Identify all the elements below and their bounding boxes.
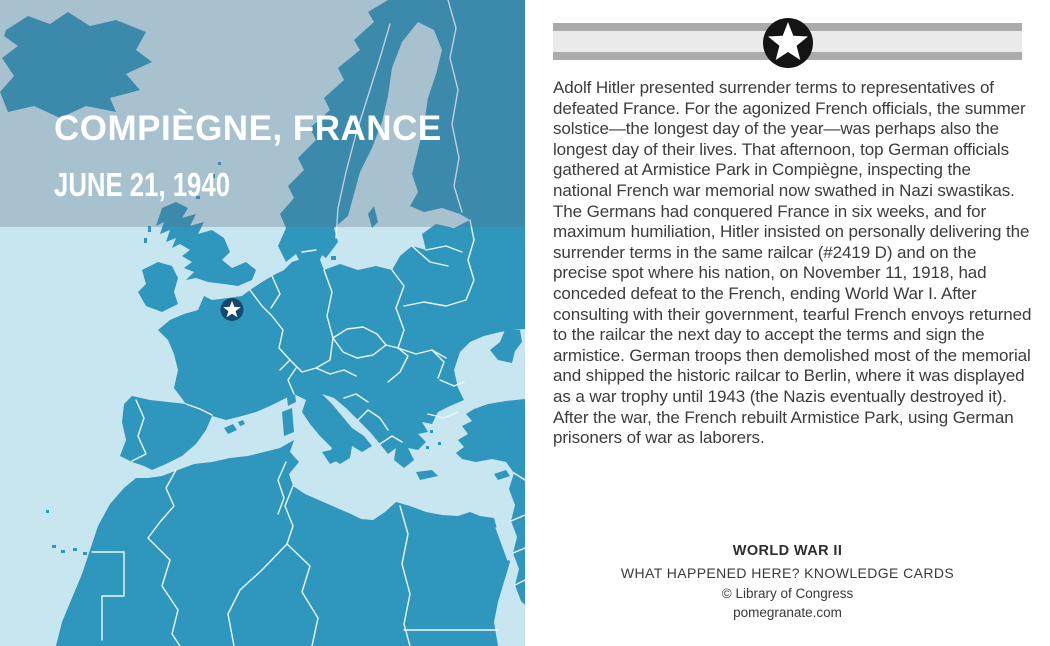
map-title-block: [54, 109, 442, 203]
text-panel: [525, 0, 1050, 646]
copyright-credit: © Library of Congress: [721, 586, 854, 601]
header-banner: [553, 0, 1022, 76]
publisher-website: pomegranate.com: [733, 605, 842, 620]
card-footer: [525, 543, 1050, 620]
series-subtitle: WHAT HAPPENED HERE? KNOWLEDGE CARDS: [620, 565, 955, 581]
series-title: WORLD WAR II: [732, 543, 843, 559]
sardinia-island: [282, 408, 294, 436]
date-subtitle: JUNE 21, 1940: [54, 166, 231, 203]
card-body-text: Adolf Hitler presented surrender terms to representatives of defeated France. For the agonized French officials, the summer solstice—the longest day of the year—was perhaps also the longest day of their lives. That afternoon, top German officials gathered at Armistice Park in Compiègne, inspecting the national French war memorial now swathed in Nazi swastikas. The Germans had conquered France in six weeks, and for maximum humiliation, Hitler insisted on personally delivering the surrender terms in the same railcar (#2419 D) and on the precise spot where his nation, on November 11, 1918, had conceded defeat to the French, ending World War I. After consulting with their government, tearful French envoys returned to the railcar the next day to accept the terms and sign the armistice. German troops then demolished most of the memorial and shipped the historic railcar to Berlin, where it was displayed as a war trophy until 1943 (the Nazis eventually destroyed it). After the war, the French rebuilt Armistice Park, using German prisoners of war as laborers.: [553, 78, 1032, 448]
star-badge-icon: [762, 17, 814, 69]
location-title: COMPIÈGNE, FRANCE: [54, 109, 442, 148]
location-star-icon: [221, 298, 244, 321]
